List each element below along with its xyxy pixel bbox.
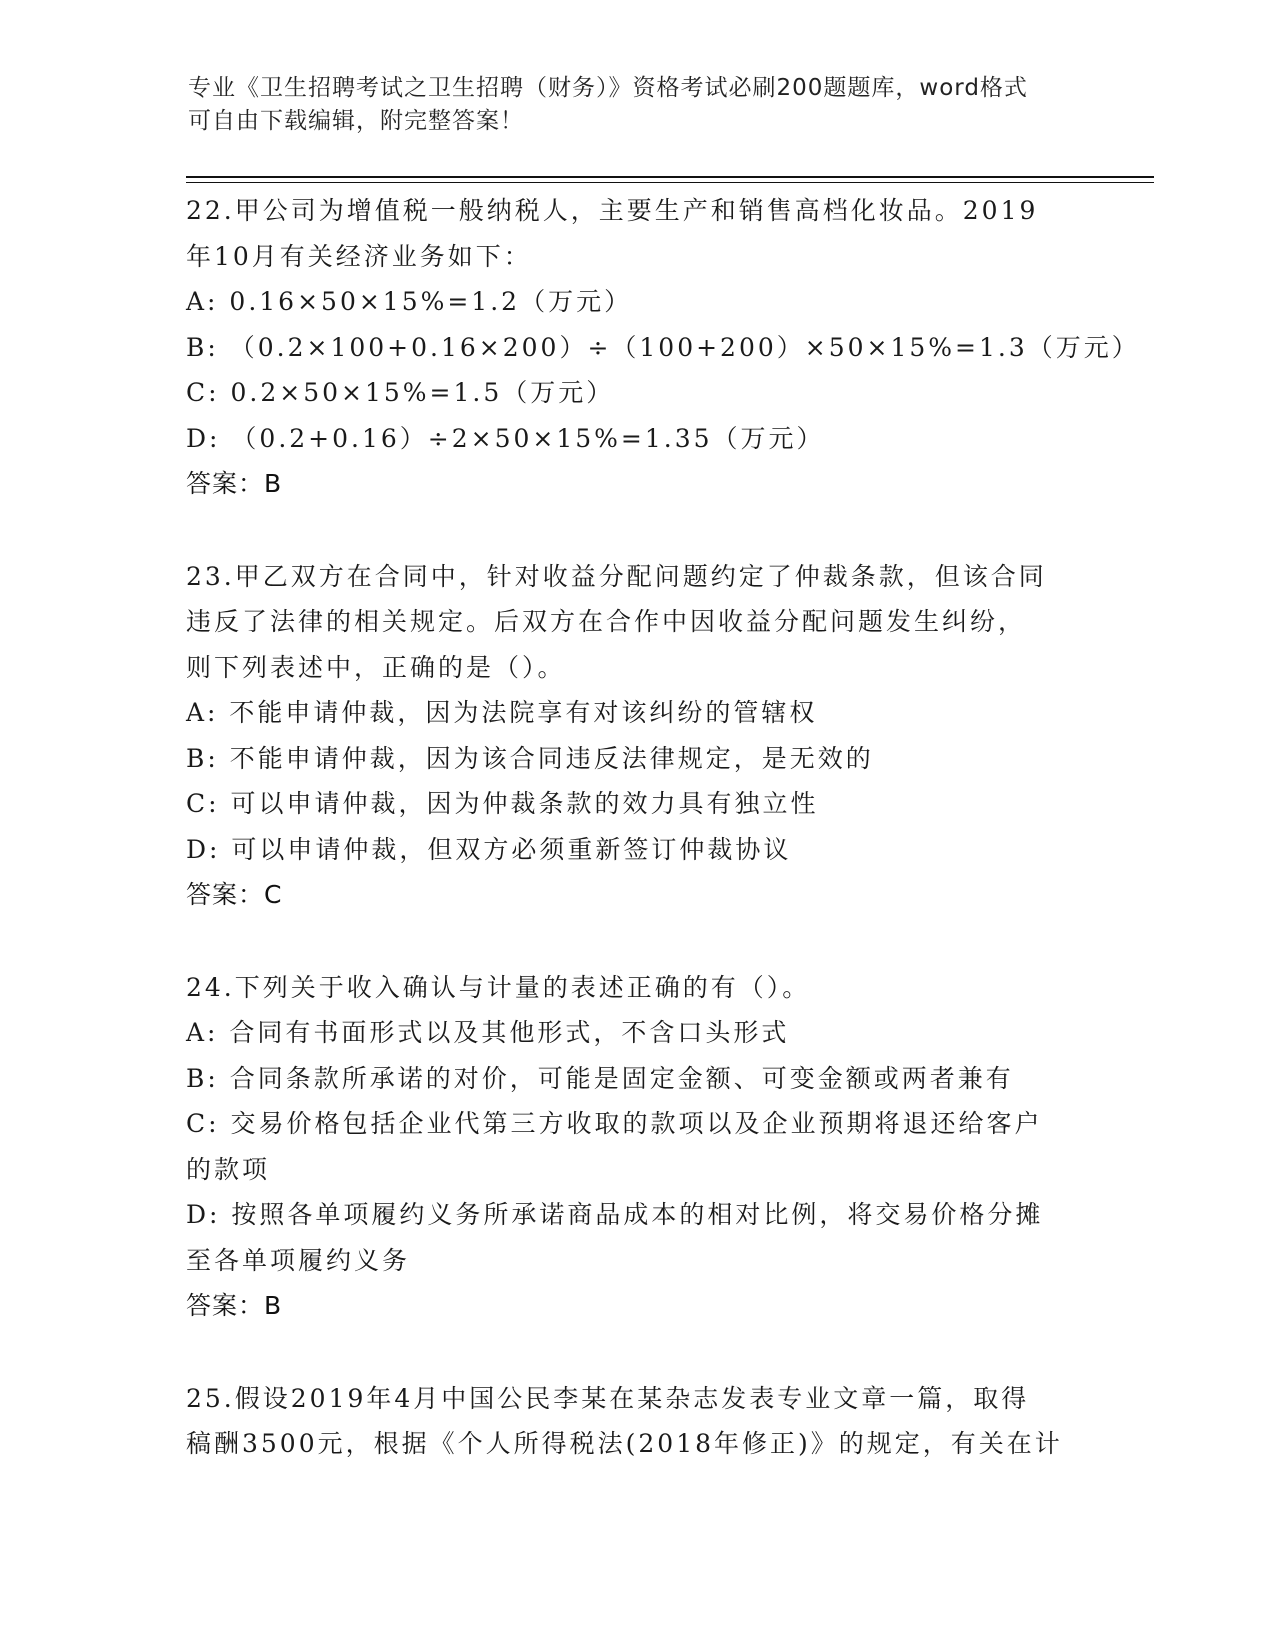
option-b: B: 不能申请仲裁，因为该合同违反法律规定，是无效的 <box>186 743 874 773</box>
question-stem-line: 25.假设2019年4月中国公民李某在某杂志发表专业文章一篇，取得 <box>186 1383 1030 1413</box>
answer: 答案：C <box>186 880 283 909</box>
question-list <box>186 188 1140 1514</box>
option-c: C: 可以申请仲裁，因为仲裁条款的效力具有独立性 <box>186 789 819 818</box>
document-header <box>188 72 1088 138</box>
question-stem-line: 年10月有关经济业务如下： <box>186 241 532 271</box>
option-d: D: 可以申请仲裁，但双方必须重新签订仲裁协议 <box>186 834 792 864</box>
option-b: B: （0.2×100+0.16×200）÷（100+200）×50×15%=1.3（万元） <box>186 332 1140 362</box>
question-stem-line: 稿酬3500元，根据《个人所得税法(2018年修正)》的规定，有关在计 <box>186 1429 1063 1458</box>
option-b: B: 合同条款所承诺的对价，可能是固定金额、可变金额或两者兼有 <box>186 1063 1014 1093</box>
question-stem-line: 则下列表述中，正确的是（）。 <box>186 652 566 682</box>
option-c: C: 交易价格包括企业代第三方收取的款项以及企业预期将退还给客户 <box>186 1109 1043 1138</box>
header-line-2: 可自由下载编辑，附完整答案！ <box>188 108 524 134</box>
question-stem-line: 违反了法律的相关规定。后双方在合作中因收益分配问题发生纠纷， <box>186 607 1027 636</box>
option-a: A: 不能申请仲裁，因为法院享有对该纠纷的管辖权 <box>186 698 818 727</box>
option-d-continued: 至各单项履约义务 <box>186 1245 411 1275</box>
question-22 <box>186 188 1140 507</box>
option-c-continued: 的款项 <box>186 1154 271 1184</box>
header-divider-thin <box>186 182 1154 183</box>
answer: 答案：B <box>186 469 283 498</box>
question-stem-line: 24.下列关于收入确认与计量的表述正确的有（）。 <box>186 972 811 1002</box>
question-stem-line: 23.甲乙双方在合同中，针对收益分配问题约定了仲裁条款，但该合同 <box>186 561 1047 591</box>
header-line-1: 专业《卫生招聘考试之卫生招聘（财务）》资格考试必刷200题题库，word格式 <box>188 75 1028 101</box>
option-d: D: 按照各单项履约义务所承诺商品成本的相对比例，将交易价格分摊 <box>186 1200 1044 1229</box>
option-a: A: 0.16×50×15%=1.2（万元） <box>186 287 633 316</box>
option-a: A: 合同有书面形式以及其他形式，不含口头形式 <box>186 1018 790 1047</box>
option-d: D: （0.2+0.16）÷2×50×15%=1.35（万元） <box>186 423 825 453</box>
header-divider-thick <box>186 176 1154 178</box>
answer: 答案：B <box>186 1291 283 1320</box>
question-25 <box>186 1376 1086 1467</box>
question-23 <box>186 554 1086 918</box>
option-c: C: 0.2×50×15%=1.5（万元） <box>186 378 615 407</box>
question-stem-line: 22.甲公司为增值税一般纳税人，主要生产和销售高档化妆品。2019 <box>186 196 1039 225</box>
question-24 <box>186 965 1086 1329</box>
